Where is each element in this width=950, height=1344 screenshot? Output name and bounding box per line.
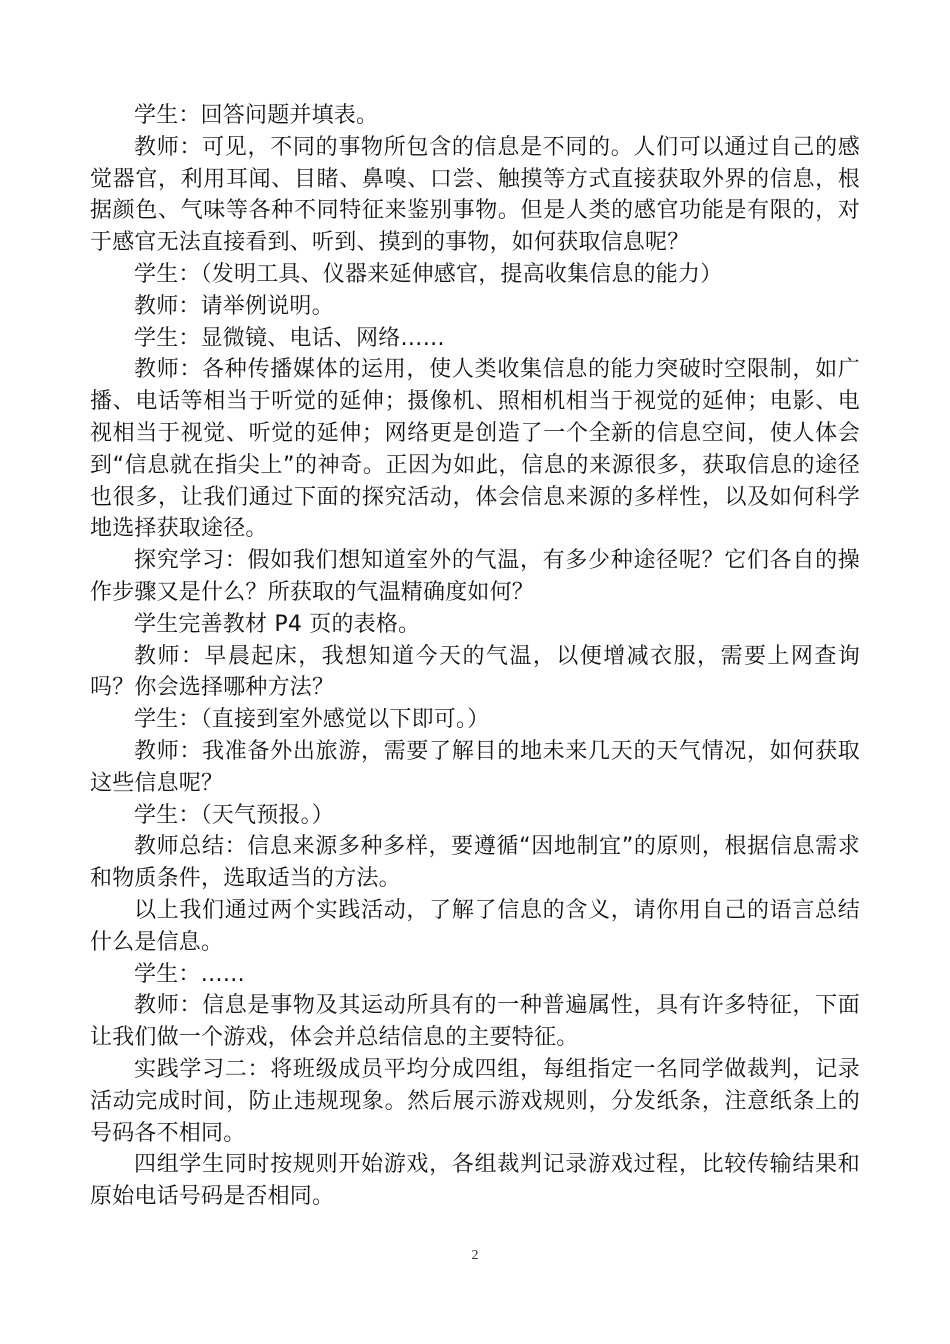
paragraph: 教师：我准备外出旅游，需要了解目的地未来几天的天气情况，如何获取这些信息呢？: [90, 738, 860, 796]
document-body: [90, 100, 860, 1213]
paragraph: 教师：请举例说明。: [134, 293, 334, 319]
paragraph: 学生：……: [134, 961, 246, 987]
paragraph: 教师：信息是事物及其运动所具有的一种普遍属性，具有许多特征，下面让我们做一个游戏，体会并总结信息的主要特征。: [90, 993, 860, 1051]
paragraph: 学生：显微镜、电话、网络……: [134, 325, 445, 351]
paragraph: 教师总结：信息来源多种多样，要遵循“因地制宜”的原则，根据信息需求和物质条件，选取适当的方法。: [90, 834, 860, 892]
paragraph: 学生：（发明工具、仪器来延伸感官，提高收集信息的能力）: [134, 261, 723, 287]
paragraph: 教师：可见，不同的事物所包含的信息是不同的。人们可以通过自己的感觉器官，利用耳闻、目睹、鼻嗅、口尝、触摸等方式直接获取外界的信息，根据颜色、气味等各种不同特征来鉴别事物。但是人类的感官功能是有限的，对于感官无法直接看到、听到、摸到的事物，如何获取信息呢？: [90, 134, 860, 256]
paragraph: 探究学习：假如我们想知道室外的气温，有多少种途径呢？它们各自的操作步骤又是什么？所获取的气温精确度如何？: [90, 548, 860, 605]
paragraph: 教师：早晨起床，我想知道今天的气温，以便增减衣服，需要上网查询吗？你会选择哪种方法？: [90, 643, 860, 701]
paragraph: 学生：回答问题并填表。: [134, 103, 379, 128]
paragraph: 学生：（直接到室外感觉以下即可。）: [134, 707, 490, 733]
paragraph: 实践学习二：将班级成员平均分成四组，每组指定一名同学做裁判，记录活动完成时间，防止违规现象。然后展示游戏规则，分发纸条，注意纸条上的号码各不相同。: [90, 1056, 860, 1146]
paragraph: 学生：（天气预报。）: [134, 802, 335, 828]
paragraph: 学生完善教材 P4 页的表格。: [134, 611, 421, 637]
page-number: 2: [471, 1248, 479, 1263]
paragraph: 以上我们通过两个实践活动，了解了信息的含义，请你用自己的语言总结什么是信息。: [90, 897, 860, 955]
paragraph: 教师：各种传播媒体的运用，使人类收集信息的能力突破时空限制，如广播、电话等相当于听觉的延伸；摄像机、照相机相当于视觉的延伸；电影、电视相当于视觉、听觉的延伸；网络更是创造了一个全新的信息空间，使人体会到“信息就在指尖上”的神奇。正因为如此，信息的来源很多，获取信息的途径也很多，让我们通过下面的探究活动，体会信息来源的多样性，以及如何科学地选择获取途径。: [90, 357, 860, 542]
paragraph: 四组学生同时按规则开始游戏，各组裁判记录游戏过程，比较传输结果和原始电话号码是否相同。: [90, 1152, 860, 1210]
